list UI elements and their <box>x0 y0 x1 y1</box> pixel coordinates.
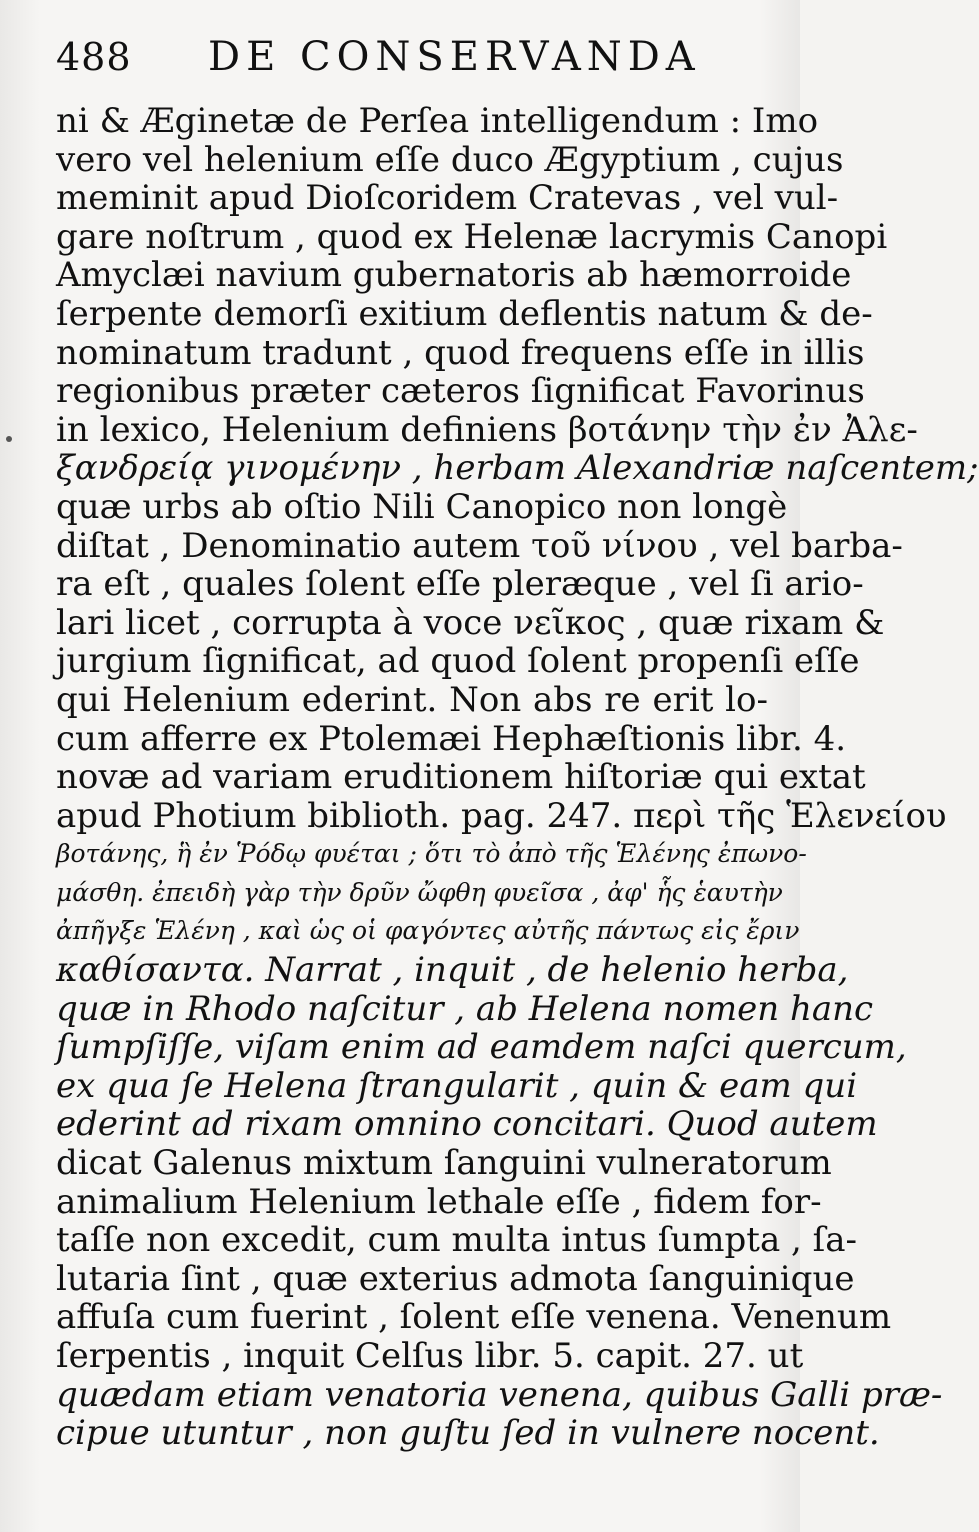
text-line: dicat Galenus mixtum ſanguini vulneratorum <box>56 1143 832 1184</box>
text-line: regionibus præter cæteros ſignificat Favorinus <box>56 371 865 412</box>
margin-mark <box>6 436 12 442</box>
text-line: quæ urbs ab oſtio Nili Canopico non longè <box>56 486 788 527</box>
running-title: DE CONSERVANDA <box>208 34 701 80</box>
body-text <box>56 101 979 1454</box>
text-line: novæ ad variam eruditionem hiſtoriæ qui extat <box>56 757 866 798</box>
text-line: quædam etiam venatoria venena, quibus Galli præ- <box>56 1374 943 1415</box>
text-line: taſſe non excedit, cum multa intus ſumpta , ſa- <box>56 1220 857 1261</box>
text-line: affuſa cum fuerint , ſolent eſſe venena. Venenum <box>56 1297 892 1338</box>
text-line: apud Photium biblioth. pag. 247. περὶ τῆς Ἑλενείου <box>56 795 947 836</box>
text-line: animalium Helenium lethale eſſe , fidem for- <box>56 1181 822 1222</box>
text-line: βοτάνης, ἣ ἐν Ῥόδῳ φυέται ; ὅτι τὸ ἀπὸ τῆς Ἑλένης ἐπωνο- <box>56 839 807 869</box>
text-line: meminit apud Dioſcoridem Cratevas , vel vul- <box>56 178 839 219</box>
page-number: 488 <box>56 35 132 79</box>
text-line: lari licet , corrupta à voce νεῖκος , quæ rixam & <box>56 602 885 643</box>
text-line: καθίσαντα. Narrat , inquit , de helenio herba, <box>56 950 849 991</box>
text-line: μάσθη. ἐπειδὴ γὰρ τὴν δρῦν ὤφθη φυεῖσα , ἀφ' ἧς ἑαυτὴν <box>56 877 783 907</box>
text-line: diſtat , Denominatio autem τοῦ νίνου , vel barba- <box>56 525 903 566</box>
text-line: qui Helenium ederint. Non abs re erit lo- <box>56 679 768 720</box>
page-header <box>56 34 766 100</box>
text-line: cipue utuntur , non guſtu ſed in vulnere nocent. <box>56 1413 880 1454</box>
text-line: ſerpentis , inquit Celſus libr. 5. capit. 27. ut <box>56 1336 804 1376</box>
text-line: in lexico, Helenium definiens βοτάνην τὴν ἐν Ἀλε- <box>56 409 918 450</box>
text-line: Amyclæi navium gubernatoris ab hæmorroide <box>56 255 852 296</box>
text-line: ra eſt , quales ſolent eſſe pleræque , vel ſi ario- <box>56 564 864 605</box>
text-line: ni & Æginetæ de Perſea intelligendum : Imo <box>56 101 819 141</box>
text-line: jurgium ſignificat, ad quod ſolent propenſi eſſe <box>56 641 860 682</box>
text-line: lutaria ſint , quæ exterius admota ſanguinique <box>56 1258 855 1299</box>
text-line: ξανδρείᾳ γινομένην , herbam Alexandriæ naſcentem; <box>56 448 979 489</box>
text-line: vero vel helenium eſſe duco Ægyptium , cujus <box>56 139 844 180</box>
text-line: ἀπῆγξε Ἑλένη , καὶ ὡς οἱ φαγόντες αὐτῆς πάντως εἰς ἔριν <box>56 916 800 946</box>
text-line: cum afferre ex Ptolemæi Hephæſtionis libr. 4. <box>56 718 847 759</box>
text-line: quæ in Rhodo naſcitur , ab Helena nomen hanc <box>56 988 874 1029</box>
text-line: gare noſtrum , quod ex Helenæ lacrymis Canopi <box>56 216 888 257</box>
text-line: nominatum tradunt , quod frequens eſſe in illis <box>56 332 865 373</box>
text-line: ſerpente demorſi exitium deflentis natum & de- <box>56 293 873 334</box>
text-line: ex qua ſe Helena ſtrangularit , quin & eam qui <box>56 1065 858 1106</box>
text-line: ederint ad rixam omnino concitari. Quod autem <box>56 1104 878 1145</box>
text-line: ſumpſiſſe, viſam enim ad eamdem naſci quercum, <box>56 1027 907 1068</box>
